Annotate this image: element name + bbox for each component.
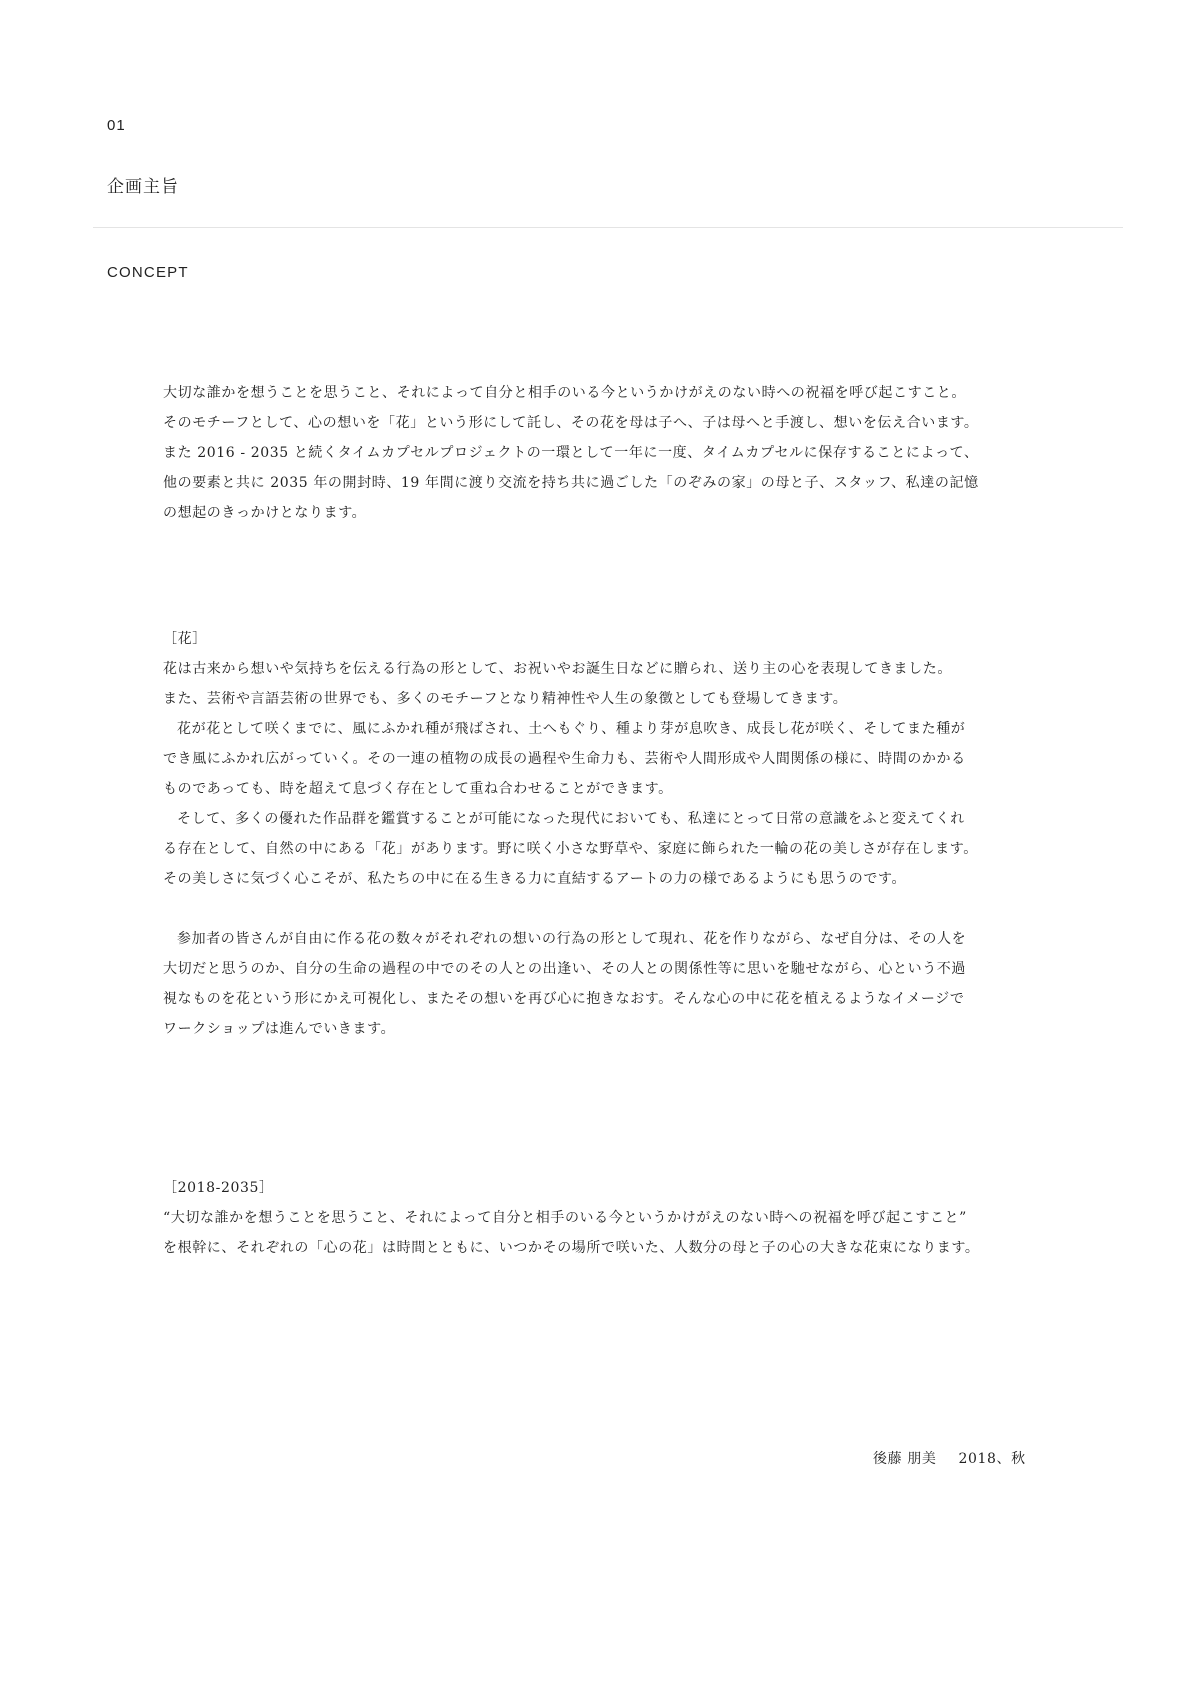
years-block xyxy=(163,1173,1043,1263)
flower-paragraph-2-line: ものであっても、時を超えて息づく存在として重ね合わせることができます。 xyxy=(163,781,673,797)
flower-paragraph-1-line: また、芸術や言語芸術の世界でも、多くのモチーフとなり精神性や人生の象徴としても登場してきます。 xyxy=(163,691,848,707)
flower-paragraph-4-line: 大切だと思うのか、自分の生命の過程の中でのその人との出逢い、その人との関係性等に思いを馳せながら、心という不過 xyxy=(163,961,966,977)
signature-name: 後藤 朋美 xyxy=(873,1451,937,1467)
flower-paragraph-4-line: 参加者の皆さんが自由に作る花の数々がそれぞれの想いの行為の形として現れ、花を作りながら、なぜ自分は、その人を xyxy=(177,931,967,947)
flower-paragraph-3-line: る存在として、自然の中にある「花」があります。野に咲く小さな野草や、家庭に飾られた一輪の花の美しさが存在します。 xyxy=(163,841,978,857)
years-heading: ［2018-2035］ xyxy=(163,1180,274,1196)
section-number: 01 xyxy=(107,117,126,134)
signature xyxy=(873,1447,1026,1471)
paragraph-gap xyxy=(163,894,1043,924)
flower-heading: ［花］ xyxy=(163,631,207,647)
intro-line: の想起のきっかけとなります。 xyxy=(163,505,367,521)
flower-paragraph-3-line: その美しさに気づく心こそが、私たちの中に在る生きる力に直結するアートの力の様であるようにも思うのです。 xyxy=(163,871,907,887)
intro-block xyxy=(163,378,1043,528)
header-divider xyxy=(93,227,1123,228)
flower-paragraph-4-line: 視なものを花という形にかえ可視化し、またその想いを再び心に抱きなおす。そんな心の中に花を植えるようなイメージで xyxy=(163,991,965,1007)
intro-line: また 2016 - 2035 と続くタイムカプセルプロジェクトの一環として一年に一度、タイムカプセルに保存することによって、 xyxy=(163,445,979,461)
flower-block xyxy=(163,624,1043,1044)
page-title: 企画主旨 xyxy=(107,177,179,197)
years-line: を根幹に、それぞれの「心の花」は時間とともに、いつかその場所で咲いた、人数分の母と子の心の大きな花束になります。 xyxy=(163,1240,980,1256)
flower-paragraph-2-line: 花が花として咲くまでに、風にふかれ種が飛ばされ、土へもぐり、種より芽が息吹き、成長し花が咲く、そしてまた種が xyxy=(177,721,966,737)
intro-line: そのモチーフとして、心の想いを「花」という形にして託し、その花を母は子へ、子は母へと手渡し、想いを伝え合います。 xyxy=(163,415,979,431)
flower-paragraph-2-line: でき風にふかれ広がっていく。その一連の植物の成長の過程や生命力も、芸術や人間形成や人間関係の様に、時間のかかる xyxy=(163,751,966,767)
signature-date: 2018、秋 xyxy=(958,1451,1026,1467)
section-label: CONCEPT xyxy=(107,264,189,281)
flower-paragraph-4-line: ワークショップは進んでいきます。 xyxy=(163,1021,396,1037)
flower-paragraph-1-line: 花は古来から想いや気持ちを伝える行為の形として、お祝いやお誕生日などに贈られ、送り主の心を表現してきました。 xyxy=(163,661,952,677)
intro-line: 他の要素と共に 2035 年の開封時、19 年間に渡り交流を持ち共に過ごした「のぞみの家」の母と子、スタッフ、私達の記憶 xyxy=(163,475,979,491)
intro-line: 大切な誰かを想うことを思うこと、それによって自分と相手のいる今というかけがえのない時への祝福を呼び起こすこと。 xyxy=(163,385,966,401)
flower-paragraph-3-line: そして、多くの優れた作品群を鑑賞することが可能になった現代においても、私達にとって日常の意識をふと変えてくれ xyxy=(177,811,965,827)
years-line: “大切な誰かを想うことを思うこと、それによって自分と相手のいる今というかけがえのない時への祝福を呼び起こすこと” xyxy=(163,1210,967,1226)
